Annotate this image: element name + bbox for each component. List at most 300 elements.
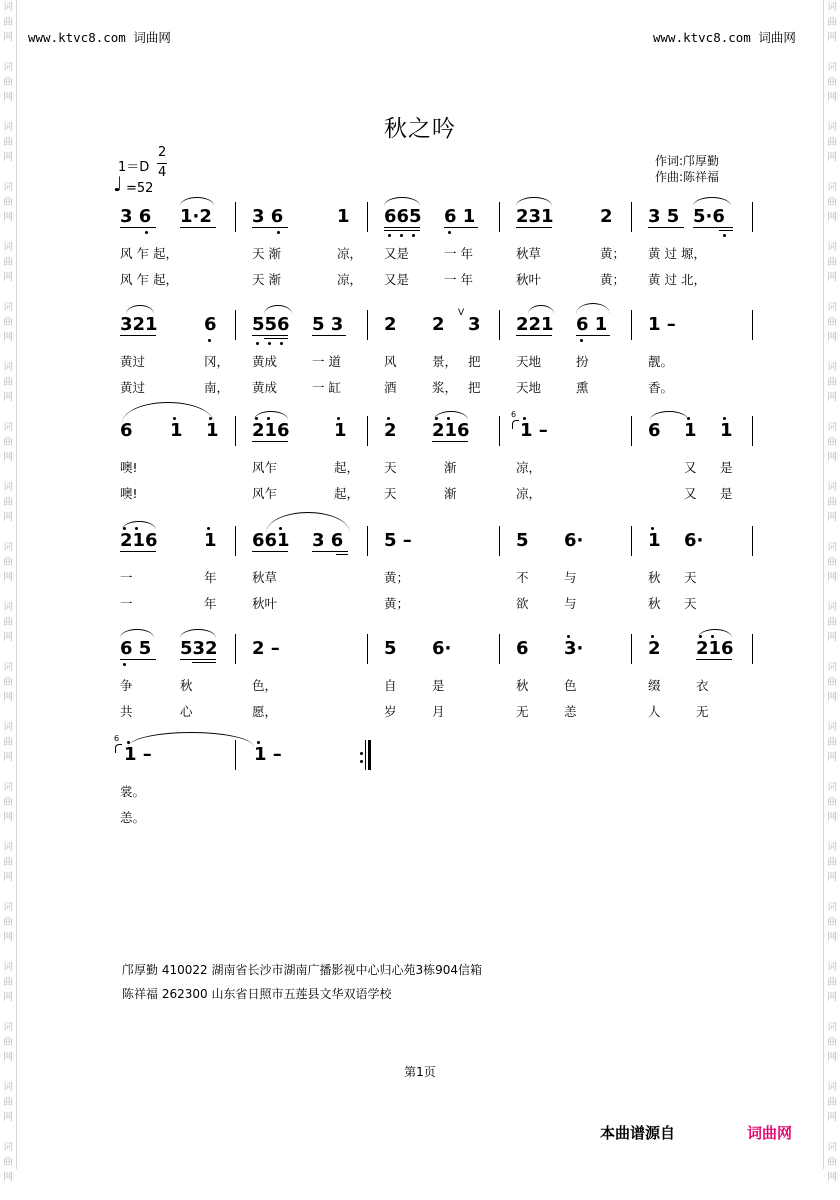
watermark-glyph: 网 xyxy=(3,992,13,1003)
lower-octave-dot xyxy=(268,342,271,345)
watermark-glyphs xyxy=(0,300,16,360)
lyric: 起， xyxy=(334,486,360,501)
watermark-glyph: 曲 xyxy=(3,137,13,148)
note: 6 xyxy=(648,420,661,441)
lyric: 一 xyxy=(120,596,133,611)
note: 1 – xyxy=(254,744,282,765)
watermark-glyph: 曲 xyxy=(827,1097,837,1108)
watermark-glyphs xyxy=(824,1080,840,1140)
underline xyxy=(693,227,733,228)
watermark-glyph: 曲 xyxy=(3,377,13,388)
watermark-glyph: 网 xyxy=(827,752,837,763)
watermark-glyph: 网 xyxy=(827,452,837,463)
note: 3 xyxy=(468,314,481,335)
watermark-glyph: 曲 xyxy=(3,257,13,268)
barline xyxy=(631,634,632,664)
barline xyxy=(499,416,500,446)
lyric: 月 xyxy=(432,704,445,719)
underline xyxy=(180,227,216,228)
underline xyxy=(312,335,346,336)
watermark-glyph: 曲 xyxy=(3,617,13,628)
barline xyxy=(367,202,368,232)
lyric: 秋叶 xyxy=(252,596,278,611)
watermark-glyphs xyxy=(0,180,16,240)
note: 5 xyxy=(384,638,397,659)
note-group: 665 xyxy=(384,206,422,227)
note-group: 6 5 xyxy=(120,638,152,659)
note-group: 556 xyxy=(252,314,290,335)
lyric: 凉， xyxy=(516,460,542,475)
watermark-glyphs xyxy=(824,960,840,1020)
watermark-glyph: 词 xyxy=(827,2,837,13)
watermark-glyph: 网 xyxy=(3,1112,13,1123)
lyric: 噢! xyxy=(120,486,138,501)
watermark-glyph: 曲 xyxy=(827,17,837,28)
lyric: 天地 xyxy=(516,380,542,395)
lyric: 一 年 xyxy=(444,272,473,287)
lyric: 风乍 xyxy=(252,486,278,501)
watermark-glyph: 词 xyxy=(3,722,13,733)
note: 5 – xyxy=(384,530,412,551)
slur xyxy=(384,197,420,206)
watermark-glyph: 词 xyxy=(827,842,837,853)
lyric: 一 道 xyxy=(312,354,341,369)
watermark-glyph: 曲 xyxy=(3,917,13,928)
lyric: 与 xyxy=(564,570,577,585)
note: 6· xyxy=(564,530,584,551)
barline xyxy=(499,202,500,232)
key-signature: 1＝D xyxy=(118,160,150,175)
barline xyxy=(499,526,500,556)
composer: 作曲:陈祥福 xyxy=(655,170,720,184)
source-brand-link[interactable]: 词曲网 xyxy=(747,1124,793,1142)
watermark-glyph: 曲 xyxy=(3,17,13,28)
lyric: 把 xyxy=(468,354,481,369)
watermark-glyph: 词 xyxy=(3,962,13,973)
watermark-glyphs xyxy=(0,660,16,720)
lyric: 天 xyxy=(684,570,697,585)
watermark-glyphs xyxy=(824,1140,840,1200)
lyric: 秋 xyxy=(648,596,661,611)
barline xyxy=(235,526,236,556)
watermark-glyphs xyxy=(0,900,16,960)
lyric: 愿， xyxy=(252,704,278,719)
lyric: 一 缸 xyxy=(312,380,341,395)
barline xyxy=(499,310,500,340)
watermark-glyph: 曲 xyxy=(3,317,13,328)
underline xyxy=(576,335,610,336)
lyric: 景， xyxy=(432,354,458,369)
watermark-glyph: 网 xyxy=(3,632,13,643)
barline xyxy=(631,202,632,232)
upper-octave-dot xyxy=(279,527,282,530)
lyric: 黄 过 塬， xyxy=(648,246,706,261)
score-system-2 xyxy=(118,308,752,398)
underline xyxy=(120,659,156,660)
slur xyxy=(528,305,554,314)
note: 1 – xyxy=(648,314,676,335)
lower-octave-dot xyxy=(723,234,726,237)
watermark-glyph: 曲 xyxy=(827,917,837,928)
site-url-link[interactable]: www.ktvc8.com xyxy=(28,30,126,45)
watermark-glyph: 网 xyxy=(3,452,13,463)
barline xyxy=(367,310,368,340)
watermark-glyph: 词 xyxy=(3,482,13,493)
end-repeat-thin-barline xyxy=(365,740,366,770)
underline xyxy=(180,659,216,660)
watermark-glyph: 词 xyxy=(827,542,837,553)
note-group: 1·2 xyxy=(180,206,212,227)
header-left xyxy=(28,28,171,46)
watermark-glyph: 曲 xyxy=(3,437,13,448)
lyric: 天 xyxy=(384,486,397,501)
watermark-glyph: 词 xyxy=(3,182,13,193)
lyric: 年 xyxy=(204,570,217,585)
lyric: 凉， xyxy=(337,246,363,261)
lyric: 秋草 xyxy=(516,246,542,261)
lyric: 酒 xyxy=(384,380,397,395)
lyric: 缀 xyxy=(648,678,661,693)
lyric: 是 xyxy=(432,678,445,693)
lyric: 天地 xyxy=(516,354,542,369)
watermark-glyph: 曲 xyxy=(827,257,837,268)
slur xyxy=(516,197,552,206)
underline xyxy=(252,335,288,336)
underline xyxy=(312,551,348,552)
lyricist-address: 邝厚勤 410022 湖南省长沙市湖南广播影视中心归心苑3栋904信箱 xyxy=(122,963,482,977)
watermark-glyph: 曲 xyxy=(827,677,837,688)
lyric: 风 xyxy=(384,354,397,369)
watermark-glyphs xyxy=(0,1140,16,1200)
watermark-glyph: 网 xyxy=(827,1112,837,1123)
score-system-3 xyxy=(118,410,752,504)
watermark-glyph: 网 xyxy=(3,212,13,223)
watermark-glyph: 词 xyxy=(827,1022,837,1033)
lyric: 黄； xyxy=(600,246,626,261)
barline xyxy=(235,634,236,664)
watermark-glyphs xyxy=(824,720,840,780)
lyric: 色 xyxy=(564,678,577,693)
watermark-glyph: 曲 xyxy=(827,1157,837,1168)
repeat-dot xyxy=(360,752,363,755)
underline xyxy=(516,335,552,336)
slur xyxy=(122,402,214,423)
watermark-glyph: 曲 xyxy=(827,377,837,388)
underline xyxy=(719,230,733,231)
lyric: 裳。 xyxy=(120,784,146,799)
note: 5 xyxy=(516,530,529,551)
watermark-glyph: 曲 xyxy=(827,977,837,988)
note: 6· xyxy=(432,638,452,659)
lower-octave-dot xyxy=(208,339,211,342)
grace-note: 6 xyxy=(114,734,120,743)
lyric: 秋 xyxy=(180,678,193,693)
watermark-glyph: 网 xyxy=(827,512,837,523)
watermark-glyphs xyxy=(824,840,840,900)
watermark-glyph: 曲 xyxy=(827,317,837,328)
watermark-glyph: 网 xyxy=(827,692,837,703)
watermark-glyph: 曲 xyxy=(3,857,13,868)
lyric: 风乍 xyxy=(252,460,278,475)
watermark-glyphs xyxy=(0,420,16,480)
watermark-glyph: 网 xyxy=(3,392,13,403)
watermark-glyph: 词 xyxy=(827,482,837,493)
note: 1 – xyxy=(124,744,152,765)
watermark-glyphs xyxy=(824,180,840,240)
note-group: 661 xyxy=(252,530,290,551)
note: 1 xyxy=(684,420,697,441)
watermark-glyphs xyxy=(0,720,16,780)
watermark-glyph: 词 xyxy=(827,1082,837,1093)
slur xyxy=(650,411,688,420)
note: 1 xyxy=(204,530,217,551)
watermark-glyph: 网 xyxy=(3,1052,13,1063)
watermark-glyph: 网 xyxy=(827,92,837,103)
watermark-glyph: 词 xyxy=(3,902,13,913)
barline xyxy=(235,202,236,232)
underline xyxy=(252,227,288,228)
lower-octave-dot xyxy=(256,342,259,345)
site-name: 词曲网 xyxy=(133,30,171,45)
underline xyxy=(264,338,288,339)
right-margin-line xyxy=(823,0,824,1169)
composer-address: 陈祥福 262300 山东省日照市五莲县文华双语学校 xyxy=(122,987,392,1001)
upper-octave-dot xyxy=(123,527,126,530)
watermark-glyph: 网 xyxy=(3,1172,13,1183)
note: 2 xyxy=(648,638,661,659)
lyric: 又 xyxy=(684,486,697,501)
barline xyxy=(367,634,368,664)
lyric: 南， xyxy=(204,380,230,395)
lower-octave-dot xyxy=(388,234,391,237)
lyric: 黄 过 北， xyxy=(648,272,706,287)
lyric: 自 xyxy=(384,678,397,693)
watermark-glyph: 词 xyxy=(827,302,837,313)
watermark-glyph: 词 xyxy=(827,662,837,673)
watermark-glyph: 词 xyxy=(3,602,13,613)
watermark-glyph: 曲 xyxy=(827,1037,837,1048)
note: 1 – xyxy=(520,420,548,441)
lower-octave-dot xyxy=(123,663,126,666)
note: 6 xyxy=(516,638,529,659)
lyric: 风 乍 起， xyxy=(120,246,178,261)
note-group: 6 1 xyxy=(444,206,476,227)
slur xyxy=(126,305,154,314)
lyric: 恙 xyxy=(564,704,577,719)
lyric: 起， xyxy=(334,460,360,475)
slur xyxy=(122,521,156,530)
watermark-glyph: 曲 xyxy=(3,737,13,748)
watermark-glyph: 词 xyxy=(3,242,13,253)
watermark-glyphs xyxy=(824,540,840,600)
watermark-glyph: 曲 xyxy=(3,677,13,688)
lyric: 年 xyxy=(204,596,217,611)
watermark-glyph: 曲 xyxy=(827,437,837,448)
watermark-glyphs xyxy=(824,600,840,660)
lyric: 黄； xyxy=(384,570,410,585)
lyric: 又是 xyxy=(384,246,410,261)
slur xyxy=(576,303,610,314)
lower-octave-dot xyxy=(145,231,148,234)
note-group: 3 6 xyxy=(312,530,344,551)
watermark-glyph: 网 xyxy=(827,1052,837,1063)
watermark-glyph: 网 xyxy=(3,692,13,703)
watermark-glyphs xyxy=(0,780,16,840)
lyric: 黄； xyxy=(384,596,410,611)
note: 2 xyxy=(432,314,445,335)
watermark-glyph: 曲 xyxy=(827,737,837,748)
watermark-glyph: 网 xyxy=(827,332,837,343)
lyric: 不 xyxy=(516,570,529,585)
slur xyxy=(434,411,468,420)
note: 6· xyxy=(684,530,704,551)
watermark-glyph: 词 xyxy=(3,1022,13,1033)
watermark-glyph: 曲 xyxy=(3,797,13,808)
watermark-glyph: 词 xyxy=(827,182,837,193)
lyric: 是 xyxy=(720,486,733,501)
page-title: 秋之吟 xyxy=(384,116,456,142)
lyric: 黄； xyxy=(600,272,626,287)
watermark-glyph: 词 xyxy=(827,122,837,133)
lyric: 熏 xyxy=(576,380,589,395)
lyric: 天 渐 xyxy=(252,272,281,287)
watermark-glyph: 词 xyxy=(827,1142,837,1153)
lyric: 噢! xyxy=(120,460,138,475)
lyric: 秋草 xyxy=(252,570,278,585)
watermark-glyph: 曲 xyxy=(3,197,13,208)
lower-octave-dot xyxy=(580,339,583,342)
note-group: 3 5 xyxy=(648,206,680,227)
watermark-glyphs xyxy=(0,240,16,300)
watermark-glyph: 词 xyxy=(3,62,13,73)
watermark-glyphs xyxy=(824,420,840,480)
watermark-glyph: 词 xyxy=(827,782,837,793)
watermark-glyph: 曲 xyxy=(827,497,837,508)
underline xyxy=(384,227,420,228)
note: 1 xyxy=(206,420,219,441)
lyric: 岁 xyxy=(384,704,397,719)
watermark-glyph: 词 xyxy=(827,962,837,973)
grace-tie xyxy=(115,744,122,753)
note-group: 221 xyxy=(516,314,554,335)
upper-octave-dot xyxy=(135,527,138,530)
watermark-glyph: 网 xyxy=(3,812,13,823)
note: 1 xyxy=(334,420,347,441)
note: 6 xyxy=(120,420,133,441)
underline xyxy=(432,441,468,442)
end-repeat-thick-barline xyxy=(368,740,371,770)
watermark-glyph: 网 xyxy=(3,512,13,523)
watermark-glyph: 词 xyxy=(3,302,13,313)
lower-octave-dot xyxy=(280,342,283,345)
lyric: 人 xyxy=(648,704,661,719)
site-name: 词曲网 xyxy=(758,30,796,45)
watermark-glyphs xyxy=(0,600,16,660)
note: 2 xyxy=(600,206,613,227)
watermark-glyphs xyxy=(824,900,840,960)
lyric: 又 xyxy=(684,460,697,475)
note-group: 6 1 xyxy=(576,314,608,335)
lyric: 恙。 xyxy=(120,810,146,825)
barline xyxy=(235,740,236,770)
watermark-glyph: 词 xyxy=(3,782,13,793)
watermark-glyphs xyxy=(824,300,840,360)
watermark-glyph: 词 xyxy=(3,362,13,373)
watermark-glyphs xyxy=(0,1080,16,1140)
score-system-5 xyxy=(118,632,752,722)
right-watermark-strip xyxy=(824,0,840,1183)
lower-octave-dot xyxy=(412,234,415,237)
lyric: 与 xyxy=(564,596,577,611)
watermark-glyph: 曲 xyxy=(3,977,13,988)
time-signature-top: 2 xyxy=(158,145,167,160)
note-group: 216 xyxy=(252,420,290,441)
watermark-glyph: 曲 xyxy=(3,77,13,88)
watermark-glyph: 词 xyxy=(827,722,837,733)
lyric: 衣 xyxy=(696,678,709,693)
note: 6 xyxy=(204,314,217,335)
source-label: 本曲谱源自 xyxy=(600,1124,676,1142)
lyric: 浆， xyxy=(432,380,458,395)
watermark-glyph: 曲 xyxy=(3,1097,13,1108)
watermark-glyph: 词 xyxy=(3,422,13,433)
barline xyxy=(752,416,753,446)
watermark-glyph: 网 xyxy=(3,272,13,283)
watermark-glyph: 曲 xyxy=(827,137,837,148)
watermark-glyph: 曲 xyxy=(3,1157,13,1168)
lyric: 凉， xyxy=(337,272,363,287)
score-system-4 xyxy=(118,524,752,614)
lyricist: 作词:邝厚勤 xyxy=(655,154,720,168)
note-group: 3 6 xyxy=(120,206,152,227)
watermark-glyph: 词 xyxy=(827,602,837,613)
site-url-link[interactable]: www.ktvc8.com xyxy=(653,30,751,45)
watermark-glyphs xyxy=(824,240,840,300)
lyric: 扮 xyxy=(576,354,589,369)
left-watermark-strip xyxy=(0,0,16,1183)
note-group: 3 6 xyxy=(252,206,284,227)
watermark-glyph: 曲 xyxy=(3,1037,13,1048)
watermark-glyph: 词 xyxy=(3,842,13,853)
barline xyxy=(499,634,500,664)
watermark-glyph: 曲 xyxy=(827,557,837,568)
underline xyxy=(384,230,420,231)
slur xyxy=(698,629,732,638)
underline xyxy=(192,662,216,663)
lower-octave-dot xyxy=(400,234,403,237)
barline xyxy=(367,526,368,556)
barline xyxy=(752,310,753,340)
upper-octave-dot xyxy=(699,635,702,638)
watermark-glyphs xyxy=(0,960,16,1020)
watermark-glyph: 词 xyxy=(827,902,837,913)
lyric: 渐 xyxy=(444,486,457,501)
note: 1 xyxy=(648,530,661,551)
note: 1 xyxy=(337,206,350,227)
time-signature-bottom: 4 xyxy=(158,165,167,180)
watermark-glyph: 网 xyxy=(827,272,837,283)
lower-octave-dot xyxy=(448,231,451,234)
lyric: 香。 xyxy=(648,380,674,395)
underline xyxy=(252,551,288,552)
lyric: 黄过 xyxy=(120,380,146,395)
watermark-glyphs xyxy=(0,840,16,900)
watermark-glyphs xyxy=(824,660,840,720)
underline xyxy=(120,551,156,552)
watermark-glyph: 网 xyxy=(3,92,13,103)
watermark-glyphs xyxy=(0,540,16,600)
lyric: 心 xyxy=(180,704,193,719)
